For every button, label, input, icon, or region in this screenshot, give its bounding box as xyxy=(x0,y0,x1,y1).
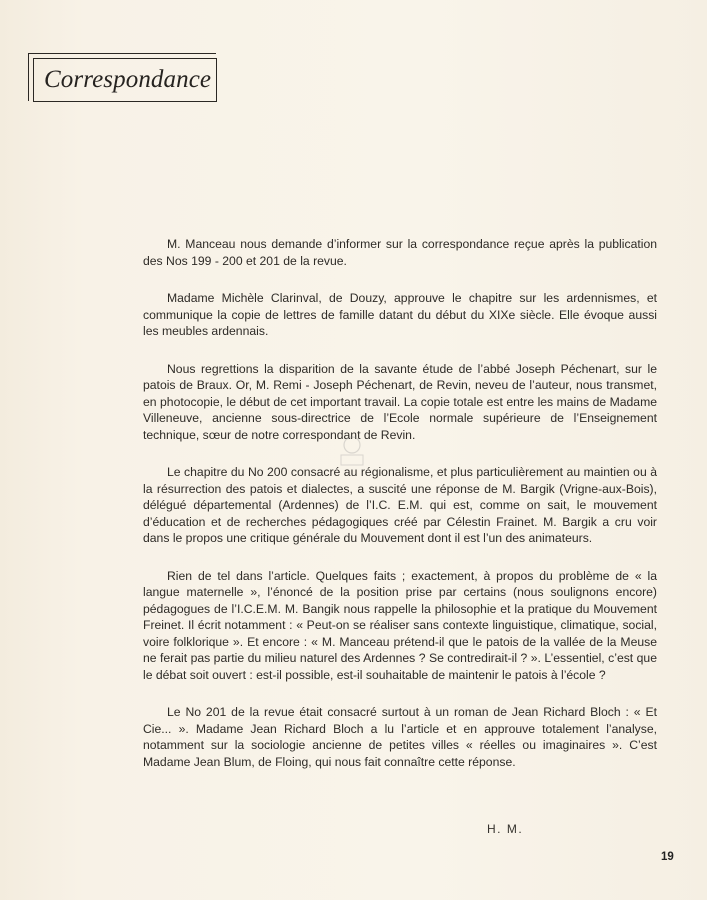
paragraph-clarinval: Madame Michèle Clarinval, de Douzy, approuve le chapitre sur les ardennismes, et communique la copie de lettres de famille datant du début du XIXe siècle. Elle évoque aussi les meubles ardennais. xyxy=(143,291,657,338)
paragraph-freinet: Rien de tel dans l’article. Quelques faits ; exactement, à propos du problème de « la langue maternelle », l’énoncé de la position prise par certains (nous soulignons encore) pédagogues de l’I.C.E.M. M. Bangik nous rappelle la philosophie et la pratique du Mouvement Freinet. Il écrit notamment : « Peut-on se réaliser sans contexte linguistique, climatique, social, voire folklorique ». Et encore : « M. Manceau prétend-il que le patois de la vallée de la Meuse ne ferait pas partie du milieu naturel des Ardennes ? Se contredirait-il ? ». L’essentiel, c’est que le débat soit ouvert : est-il possible, est-il souhaitable de maintenir le patois à l’école ? xyxy=(143,568,657,682)
heading-frame xyxy=(33,58,217,102)
paragraph-pechenart: Nous regrettions la disparition de la savante étude de l’abbé Joseph Péchenart, sur le patois de Braux. Or, M. Remi - Joseph Péchenart, de Revin, neveu de l’auteur, nous transmet, en photocopie, le début de cet important travail. La copie totale est entre les mains de Madame Villeneuve, ancienne sous-directrice de l’Ecole normale supérieure de l’Enseignement technique, sœur de notre correspondant de Revin. xyxy=(143,361,657,442)
article-body xyxy=(143,236,657,770)
page-number: 19 xyxy=(661,851,674,863)
paragraph-bargik: Le chapitre du No 200 consacré au régionalisme, et plus particulièrement au maintien ou à la résurrection des patois et dialectes, a suscité une réponse de M. Bargik (Vrigne-aux-Bois), délégué départemental (Ardennes) de l’I.C. E.M. qui est, comme on sait, le mouvement d’éducation et de recherches pédagogiques créé par Célestin Frainet. M. Bargik a cru voir dans le propos une critique générale du Mouvement dont il est l’un des animateurs. xyxy=(143,465,657,545)
page-title: Correspondance xyxy=(44,66,212,93)
paragraph-bloch: Le No 201 de la revue était consacré surtout à un roman de Jean Richard Bloch : « Et Cie... ». Madame Jean Richard Bloch a lu l’article et en approuve totalement l’analyse, notamment sur la sociologie ancienne de petites villes « réelles ou imaginaires ». C’est Madame Jean Blum, de Floing, qui nous fait connaître cette réponse. xyxy=(143,705,657,769)
library-stamp-icon xyxy=(332,433,372,469)
author-signature: H. M. xyxy=(487,822,524,836)
paragraph-intro: M. Manceau nous demande d’informer sur la correspondance reçue après la publication des Nos 199 - 200 et 201 de la revue. xyxy=(143,237,657,268)
